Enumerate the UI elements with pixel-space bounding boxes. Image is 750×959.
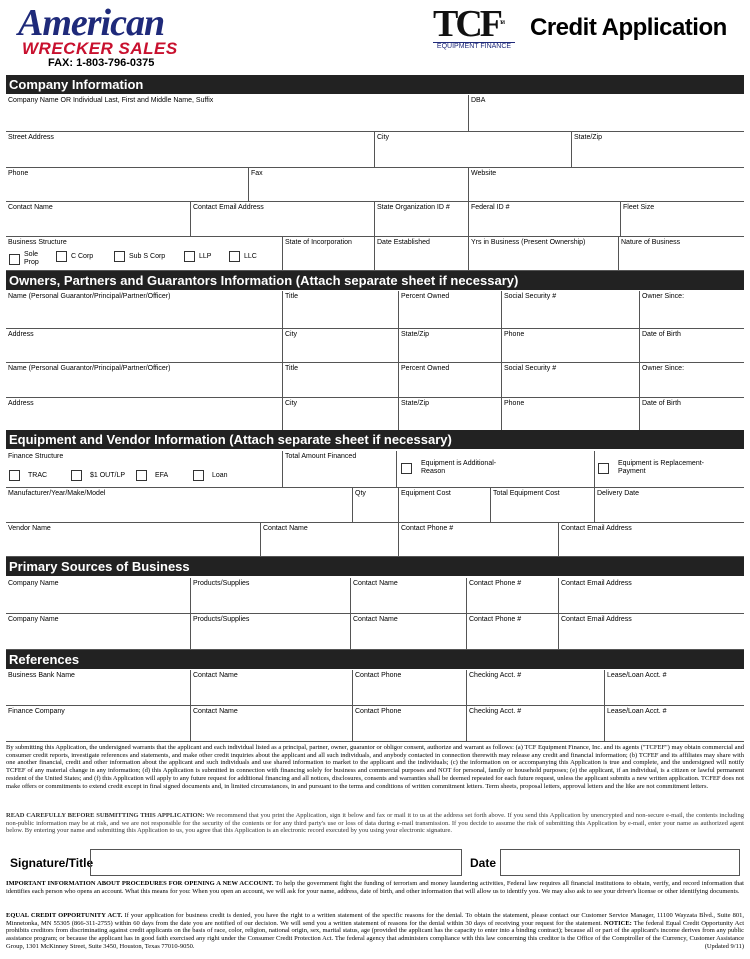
fax-label: Fax [251, 170, 263, 177]
ref-lease-label: Lease/Loan Acct. # [607, 708, 667, 715]
primary-company-label: Company Name [8, 580, 59, 587]
sole-prop-label: Sole Prop [24, 251, 39, 266]
llp-label: LLP [199, 252, 212, 260]
contact-email-label: Contact Email Address [193, 204, 264, 211]
vendor-name-label: Vendor Name [8, 525, 51, 532]
one-dollar-out-option[interactable] [71, 470, 125, 481]
primary-1-contact-name-field[interactable] [350, 578, 466, 613]
bank-name-label: Business Bank Name [8, 672, 75, 679]
section-owners: Owners, Partners and Guarantors Information (Attach separate sheet if necessary) [6, 271, 744, 290]
finance-company-label: Finance Company [8, 708, 65, 715]
loan-label: Loan [212, 471, 228, 479]
vendor-contact-name-label: Contact Name [263, 525, 308, 532]
city-label: City [377, 134, 390, 141]
owner-2-row-1 [6, 363, 744, 398]
c-corp-option[interactable] [56, 251, 93, 262]
state-incorporation-label: State of Incorporation [285, 239, 352, 246]
manufacturer-field[interactable] [6, 488, 352, 522]
owner-title-label: Title [285, 293, 298, 300]
primary-2-contact-name-field[interactable] [350, 614, 466, 649]
delivery-date-field[interactable] [594, 488, 744, 522]
owner-title-label: Title [285, 365, 298, 372]
additional-reason-option[interactable] [396, 451, 594, 487]
trac-checkbox[interactable] [9, 470, 20, 481]
yrs-in-business-label: Yrs in Business (Present Ownership) [471, 239, 586, 246]
primary-1-contact-phone-field[interactable] [466, 578, 558, 613]
vendor-name-field[interactable] [6, 523, 260, 556]
ref-lease-label: Lease/Loan Acct. # [607, 672, 667, 679]
primary-contact-email-label: Contact Email Address [561, 616, 632, 623]
important-info-body: To help the government fight the funding of terrorism and money laundering activities, Federal law requires all financial institutions to obtain, verify, and record information that identifies each person who opens an account. What this means for you: When you open an account, we will ask for your name, address, date of birth, and other information that will allow us to identify you. We may also ask to see your driver's license or other identifying documents. [6, 880, 744, 895]
qty-label: Qty [355, 490, 366, 497]
notice-body: The federal Equal Credit Opportunity Act prohibits creditors from discriminating against credit applicants on the basis of race, color, religion, national origin, sex, marital status, age (provided the applicant has the capacity to enter into a binding contract); because all or part of the applicant's income derives from any public assistance program; or because the applicant has in good faith exercised any right under the Consumer Credit Protection Act. The federal agency that administers compliance with this law concerning this creditor is the Office of the Comptroller of the Currency, Customer Assistance Group, 1301 McKinney Street, Suite 3450, Houston, Texas 77010-9050. [6, 919, 745, 950]
company-row-4 [6, 202, 744, 237]
trac-option[interactable] [9, 470, 47, 481]
owner-2-ssn-field[interactable] [501, 363, 639, 397]
fleet-size-label: Fleet Size [623, 204, 655, 211]
important-info-text [6, 880, 744, 895]
section-equipment: Equipment and Vendor Information (Attach separate sheet if necessary) [6, 430, 744, 449]
page-title: Credit Application [530, 14, 727, 41]
website-field[interactable] [468, 168, 744, 201]
american-wrecker-logo [18, 2, 198, 70]
total-equipment-cost-label: Total Equipment Cost [493, 490, 560, 497]
company-row-3 [6, 168, 744, 202]
replacement-payment-option[interactable] [594, 451, 744, 487]
equipment-cost-field[interactable] [398, 488, 490, 522]
total-financed-field[interactable] [282, 451, 396, 487]
owner-since-label: Owner Since: [642, 365, 685, 372]
sole-prop-option[interactable] [9, 251, 44, 267]
company-name-field[interactable] [6, 95, 468, 131]
owner-phone-label: Phone [504, 331, 525, 338]
date-label: Date [470, 856, 497, 870]
references-row-2 [6, 706, 744, 742]
finance-company-field[interactable] [6, 706, 190, 741]
ref-contact-phone-label: Contact Phone [355, 672, 402, 679]
owner-percent-label: Percent Owned [401, 365, 450, 372]
equipment-row-3 [6, 523, 744, 557]
bank-name-field[interactable] [6, 670, 190, 705]
owner-1-phone-field[interactable] [501, 329, 639, 362]
ref-contact-phone-label: Contact Phone [355, 708, 402, 715]
section-references: References [6, 650, 744, 669]
owner-since-label: Owner Since: [642, 293, 685, 300]
company-name-label: Company Name OR Individual Last, First and Middle Name, Suffix [8, 97, 214, 104]
owner-2-phone-field[interactable] [501, 398, 639, 431]
owner-2-city-field[interactable] [282, 398, 398, 431]
ref-contact-name-label: Contact Name [193, 672, 238, 679]
total-financed-label: Total Amount Financed [285, 453, 357, 460]
replacement-payment-checkbox[interactable] [598, 463, 609, 474]
qty-field[interactable] [352, 488, 398, 522]
federal-id-label: Federal ID # [471, 204, 510, 211]
finance-structure-label: Finance Structure [8, 453, 64, 460]
tcf-logo-sub: EQUIPMENT FINANCE [433, 42, 515, 50]
street-address-field[interactable] [6, 132, 374, 167]
vendor-contact-name-field[interactable] [260, 523, 398, 556]
owner-dob-label: Date of Birth [642, 400, 681, 407]
street-address-label: Street Address [8, 134, 54, 141]
owner-1-title-field[interactable] [282, 291, 398, 328]
owner-city-label: City [285, 331, 298, 338]
owner-2-address-field[interactable] [6, 398, 282, 431]
efa-checkbox[interactable] [136, 470, 147, 481]
owner-2-row-2 [6, 398, 744, 432]
phone-label: Phone [8, 170, 29, 177]
finance-contact-phone-field[interactable] [352, 706, 466, 741]
state-org-id-field[interactable] [374, 202, 468, 236]
sole-prop-checkbox[interactable] [9, 254, 20, 265]
tcf-logo [433, 3, 523, 60]
bank-checking-field[interactable] [466, 670, 604, 705]
owner-2-name-field[interactable] [6, 363, 282, 397]
ecoa-text [6, 912, 744, 951]
primary-products-label: Products/Supplies [193, 580, 250, 587]
owner-2-percent-field[interactable] [398, 363, 501, 397]
business-structure-label: Business Structure [8, 239, 67, 246]
manufacturer-label: Manufacturer/Year/Make/Model [8, 490, 106, 497]
warranty-text: By submitting this Application, the undersigned warrants that the applicant and each individual listed as a principal, partner, owner, guarantor or obligor consent, authorize and warrant as follows: (a) TCF Equipment Finance, Inc. and its agents ("TCFEF") may obtain commercial and consumer credit reports, investigate references and statements, and make other credit inquiries about the applicant and all such individuals, and anybody contacted in connection therewith may release any credit and financial information; (b) TCFEF and its affiliates may share with one another financial, credit and other information about the applicant and such individuals and use shared information to market to the applicant and the individuals; (c) the information on or accompanying this Application is true and complete, and the undersigned will notify TCFEF of any material change in any information; (d) this Application is submitted in connection with financing solely for business and commercial purposes and NOT for personal, family or household purposes; (e) the applicant, if an individual, is a citizen or lawful permanent resident of the United States; and (f) this Application will apply to any future request for additional financing and all notices, disclosures, consents and warranties shall be deemed repeated for each future request, unless the applicant submits a new written application. TCFEF does not make offers or commitments to extend credit except in final signed documents and, in limited circumstances, in and pursuant to the terms and conditions of written commitment letters. Term sheets, proposal letters, approval letters and the like are not commitment letters. [6, 744, 744, 790]
owner-address-label: Address [8, 400, 34, 407]
section-primary-sources: Primary Sources of Business [6, 557, 744, 576]
vendor-contact-email-field[interactable] [558, 523, 744, 556]
additional-reason-checkbox[interactable] [401, 463, 412, 474]
owner-1-name-field[interactable] [6, 291, 282, 328]
website-label: Website [471, 170, 497, 177]
owner-name-label: Name (Personal Guarantor/Principal/Partner/Officer) [8, 365, 171, 372]
llp-option[interactable] [184, 251, 211, 262]
primary-2-company-field[interactable] [6, 614, 190, 649]
bank-lease-field[interactable] [604, 670, 744, 705]
primary-2-products-field[interactable] [190, 614, 350, 649]
efa-option[interactable] [136, 470, 168, 481]
total-equipment-cost-field[interactable] [490, 488, 594, 522]
replacement-payment-label: Equipment is Replacement-Payment [618, 460, 704, 475]
primary-row-2 [6, 614, 744, 650]
fax-number: FAX: 1-803-796-0375 [48, 57, 155, 69]
tcf-logo-tm: TM [500, 21, 503, 26]
c-corp-label: C Corp [71, 252, 94, 260]
federal-id-field[interactable] [468, 202, 620, 236]
primary-2-contact-email-field[interactable] [558, 614, 744, 649]
delivery-date-label: Delivery Date [597, 490, 640, 497]
ref-checking-label: Checking Acct. # [469, 672, 522, 679]
primary-company-label: Company Name [8, 616, 59, 623]
signature-input[interactable] [90, 849, 462, 876]
vendor-contact-phone-label: Contact Phone # [401, 525, 454, 532]
owner-city-label: City [285, 400, 298, 407]
primary-products-label: Products/Supplies [193, 616, 250, 623]
owner-state-zip-label: State/Zip [401, 331, 430, 338]
owner-1-city-field[interactable] [282, 329, 398, 362]
important-info-heading: IMPORTANT INFORMATION ABOUT PROCEDURES FOR OPENING A NEW ACCOUNT. [6, 880, 274, 887]
owner-1-dob-field[interactable] [639, 329, 744, 362]
ecoa-heading: EQUAL CREDIT OPPORTUNITY ACT. [6, 912, 123, 919]
llp-checkbox[interactable] [184, 251, 195, 262]
owner-address-label: Address [8, 331, 34, 338]
references-row-1 [6, 670, 744, 706]
owner-ssn-label: Social Security # [504, 365, 557, 372]
owner-1-ssn-field[interactable] [501, 291, 639, 328]
vendor-contact-phone-field[interactable] [398, 523, 558, 556]
equipment-cost-label: Equipment Cost [401, 490, 451, 497]
notice-heading: NOTICE: [602, 919, 632, 927]
one-dollar-out-label: $1 OUT/LP [90, 471, 126, 479]
owner-ssn-label: Social Security # [504, 293, 557, 300]
owner-2-since-field[interactable] [639, 363, 744, 397]
owner-1-row-2 [6, 329, 744, 363]
read-carefully-body: We recommend that you print the Application, sign it below and fax or mail it to us at the address set forth above. If you send this Application by unencrypted and non-secure e-mail, the contents including non-public information may be at risk, and we are not responsible for the security of the contents or for any third party's use or loss of data during e-mail transmission. If you decide to assume the risk of submitting this Application by e-mail, enter your name as authorized agent below. By entering your name and submitting this Application to us, you agree that this Application is an electronic record executed by you using your electronic signature. [6, 812, 744, 835]
owner-1-address-field[interactable] [6, 329, 282, 362]
equipment-row-1 [6, 451, 744, 488]
owner-phone-label: Phone [504, 400, 525, 407]
primary-contact-email-label: Contact Email Address [561, 580, 632, 587]
phone-field[interactable] [6, 168, 248, 201]
fleet-size-field[interactable] [620, 202, 744, 236]
vendor-contact-email-label: Contact Email Address [561, 525, 632, 532]
yrs-in-business-field[interactable] [468, 237, 618, 270]
company-row-2 [6, 132, 744, 168]
state-zip-label: State/Zip [574, 134, 603, 141]
sub-s-corp-option[interactable] [114, 251, 165, 262]
primary-contact-phone-label: Contact Phone # [469, 616, 522, 623]
ecoa-body: If your application for business credit is denied, you have the right to a written statement of the specific reasons for the denial. To obtain the statement, please contact our Customer Service Manager, 11100 Wayzata Blvd., Suite 801, Minnetonka, MN 55305 (866-311-2755) within 60 days from the date you are notified of our decision. We will send you a written statement of reasons for the denial within 30 days of receiving your request for the statement. [6, 912, 744, 927]
primary-row-1 [6, 578, 744, 614]
read-carefully-heading: READ CAREFULLY BEFORE SUBMITTING THIS APPLICATION: [6, 812, 205, 819]
efa-label: EFA [155, 471, 169, 479]
date-established-field[interactable] [374, 237, 468, 270]
updated-date: (Updated 9/11) [704, 942, 744, 950]
business-structure-group [6, 237, 282, 270]
brand-name: American [18, 2, 165, 44]
owner-percent-label: Percent Owned [401, 293, 450, 300]
owner-1-since-field[interactable] [639, 291, 744, 328]
contact-email-field[interactable] [190, 202, 374, 236]
sub-s-corp-checkbox[interactable] [114, 251, 125, 262]
llc-option[interactable] [229, 251, 257, 262]
ref-checking-label: Checking Acct. # [469, 708, 522, 715]
company-row-1 [6, 95, 744, 132]
brand-sub: WRECKER SALES [22, 39, 178, 58]
dba-label: DBA [471, 97, 486, 104]
tcf-logo-text: TCF [433, 3, 500, 45]
primary-2-contact-phone-field[interactable] [466, 614, 558, 649]
equipment-row-2 [6, 488, 744, 523]
read-carefully-text [6, 812, 744, 835]
city-field[interactable] [374, 132, 571, 167]
owner-2-title-field[interactable] [282, 363, 398, 397]
state-org-id-label: State Organization ID # [377, 204, 450, 211]
contact-name-field[interactable] [6, 202, 190, 236]
ref-contact-name-label: Contact Name [193, 708, 238, 715]
fax-field[interactable] [248, 168, 468, 201]
sub-s-corp-label: Sub S Corp [129, 252, 166, 260]
finance-structure-group [6, 451, 282, 487]
state-incorporation-field[interactable] [282, 237, 374, 270]
primary-contact-name-label: Contact Name [353, 580, 398, 587]
date-established-label: Date Established [377, 239, 430, 246]
dba-field[interactable] [468, 95, 744, 131]
section-company-information: Company Information [6, 75, 744, 94]
state-zip-field[interactable] [571, 132, 744, 167]
bank-contact-name-field[interactable] [190, 670, 352, 705]
nature-of-business-field[interactable] [618, 237, 744, 270]
owner-state-zip-label: State/Zip [401, 400, 430, 407]
owner-1-percent-field[interactable] [398, 291, 501, 328]
primary-1-products-field[interactable] [190, 578, 350, 613]
finance-checking-field[interactable] [466, 706, 604, 741]
primary-1-contact-email-field[interactable] [558, 578, 744, 613]
llc-checkbox[interactable] [229, 251, 240, 262]
date-input[interactable] [500, 849, 740, 876]
loan-checkbox[interactable] [193, 470, 204, 481]
c-corp-checkbox[interactable] [56, 251, 67, 262]
one-dollar-out-checkbox[interactable] [71, 470, 82, 481]
bank-contact-phone-field[interactable] [352, 670, 466, 705]
primary-contact-name-label: Contact Name [353, 616, 398, 623]
llc-label: LLC [244, 252, 257, 260]
finance-lease-field[interactable] [604, 706, 744, 741]
owner-1-row-1 [6, 291, 744, 329]
primary-1-company-field[interactable] [6, 578, 190, 613]
nature-of-business-label: Nature of Business [621, 239, 681, 246]
owner-2-state-zip-field[interactable] [398, 398, 501, 431]
loan-option[interactable] [193, 470, 228, 481]
additional-reason-label: Equipment is Additional-Reason [421, 460, 497, 475]
primary-contact-phone-label: Contact Phone # [469, 580, 522, 587]
owner-1-state-zip-field[interactable] [398, 329, 501, 362]
owner-2-dob-field[interactable] [639, 398, 744, 431]
signature-label: Signature/Title [10, 856, 94, 870]
trac-label: TRAC [28, 471, 48, 479]
company-row-5 [6, 237, 744, 271]
contact-name-label: Contact Name [8, 204, 53, 211]
owner-dob-label: Date of Birth [642, 331, 681, 338]
owner-name-label: Name (Personal Guarantor/Principal/Partner/Officer) [8, 293, 171, 300]
finance-contact-name-field[interactable] [190, 706, 352, 741]
